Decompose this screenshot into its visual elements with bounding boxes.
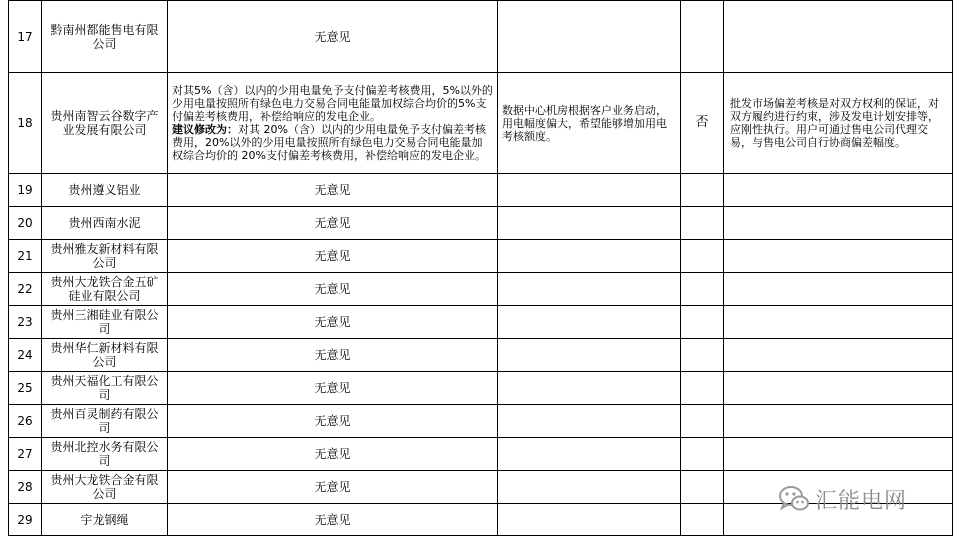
company-name: 贵州大龙铁合金五矿硅业有限公司 [42,273,168,306]
table-row [9,1,953,73]
company-name: 贵州遵义铝业 [42,174,168,207]
feedback-table [8,0,953,536]
table-row [9,174,953,207]
response-cell [724,240,953,273]
opinion-cell: 无意见 [168,471,498,504]
row-number: 20 [9,207,42,240]
response-cell [724,1,953,73]
response-cell [724,207,953,240]
company-name: 贵州三湘硅业有限公司 [42,306,168,339]
adopted-cell [681,306,724,339]
adopted-cell [681,240,724,273]
table-row [9,207,953,240]
reason-cell [498,174,681,207]
company-name: 贵州南智云谷数字产业发展有限公司 [42,73,168,174]
company-name: 贵州西南水泥 [42,207,168,240]
adopted-cell [681,471,724,504]
row-number: 18 [9,73,42,174]
adopted-cell [681,339,724,372]
suggestion-label: 建议修改为： [172,123,238,136]
adopted-cell [681,504,724,536]
row-number: 23 [9,306,42,339]
response-cell [724,339,953,372]
reason-cell [498,405,681,438]
opinion-suggestion [172,123,493,162]
response-cell [724,372,953,405]
opinion-cell: 无意见 [168,438,498,471]
reason-cell [498,339,681,372]
opinion-cell: 无意见 [168,207,498,240]
company-name: 贵州北控水务有限公司 [42,438,168,471]
table-row [9,339,953,372]
adopted-cell [681,273,724,306]
table-row [9,306,953,339]
company-name: 贵州华仁新材料有限公司 [42,339,168,372]
response-cell [724,306,953,339]
watermark [777,482,907,516]
row-number: 28 [9,471,42,504]
table-row [9,273,953,306]
table-row [9,372,953,405]
opinion-cell: 无意见 [168,306,498,339]
opinion-cell: 无意见 [168,372,498,405]
row-number: 21 [9,240,42,273]
reason-cell [498,438,681,471]
company-name: 贵州雅友新材料有限公司 [42,240,168,273]
company-name: 贵州百灵制药有限公司 [42,405,168,438]
company-name: 贵州大龙铁合金有限公司 [42,471,168,504]
table-row [9,73,953,174]
reason-cell [498,273,681,306]
opinion-cell: 无意见 [168,240,498,273]
adopted-cell [681,174,724,207]
response-cell [724,438,953,471]
reason-cell [498,504,681,536]
table-row [9,240,953,273]
opinion-original: 对其5%（含）以内的少用电量免予支付偏差考核费用，5%以外的少用电量按照所有绿色电力交易合同电能量加权综合均价的5%支付偏差考核费用，补偿给响应的发电企业。 [172,84,493,123]
company-name: 黔南州都能售电有限公司 [42,1,168,73]
row-number: 19 [9,174,42,207]
row-number: 24 [9,339,42,372]
response-cell [724,405,953,438]
adopted-cell [681,405,724,438]
reason-cell [498,471,681,504]
row-number: 27 [9,438,42,471]
adopted-cell [681,438,724,471]
reason-cell: 数据中心机房根据客户业务启动，用电幅度偏大，希望能够增加用电考核额度。 [498,73,681,174]
opinion-cell: 无意见 [168,1,498,73]
response-cell [724,273,953,306]
opinion-cell: 无意见 [168,273,498,306]
watermark-text: 汇能电网 [815,488,908,514]
response-cell: 批发市场偏差考核是对双方权利的保证，对双方履约进行约束，涉及发电计划安排等，应刚性执行。用户可通过售电公司代理交易，与售电公司自行协商偏差幅度。 [724,73,953,174]
response-cell [724,174,953,207]
row-number: 29 [9,504,42,536]
table-row [9,405,953,438]
table-row [9,438,953,471]
reason-cell [498,372,681,405]
adopted-cell [681,207,724,240]
opinion-cell: 无意见 [168,504,498,536]
reason-cell [498,240,681,273]
suggestion-text: 对其 20%（含）以内的少用电量免予支付偏差考核费用，20%以外的少用电量按照所有绿色电力交易合同电能量加权综合均价的 20%支付偏差考核费用，补偿给响应的发电企业。 [172,123,486,162]
row-number: 25 [9,372,42,405]
opinion-cell [168,73,498,174]
wechat-icon [777,482,811,516]
opinion-cell: 无意见 [168,339,498,372]
row-number: 22 [9,273,42,306]
opinion-cell: 无意见 [168,174,498,207]
reason-cell [498,1,681,73]
company-name: 宇龙钢绳 [42,504,168,536]
row-number: 26 [9,405,42,438]
reason-cell [498,306,681,339]
reason-cell [498,207,681,240]
adopted-cell [681,1,724,73]
row-number: 17 [9,1,42,73]
adopted-cell [681,372,724,405]
company-name: 贵州天福化工有限公司 [42,372,168,405]
opinion-cell: 无意见 [168,405,498,438]
adopted-cell: 否 [681,73,724,174]
